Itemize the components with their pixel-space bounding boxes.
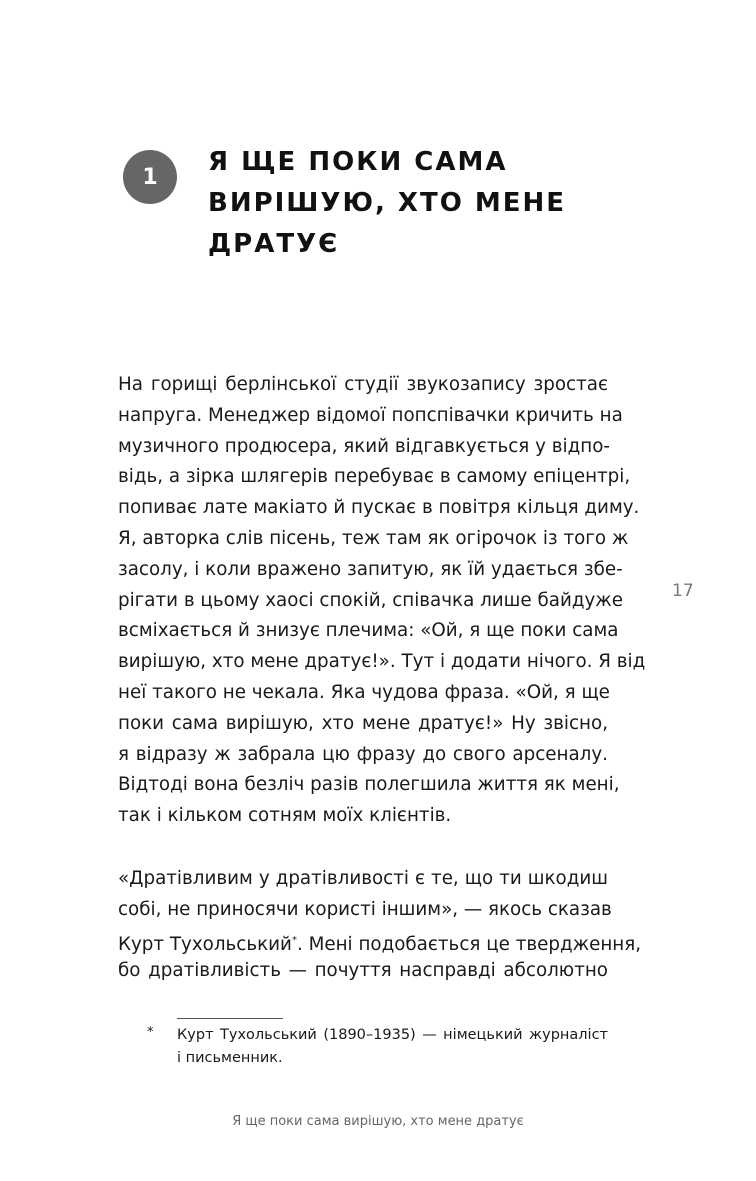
text-line: На горищі берлінської студії звукозапису зростає — [118, 374, 608, 395]
text-line: всміхається й знизує плечима: «Ой, я ще поки сама — [118, 620, 619, 642]
text-line: рігати в цьому хаосі спокій, співачка лише байдуже — [118, 589, 624, 611]
text-line: вирішую, хто мене дратує!». Тут і додати нічого. Я від — [118, 651, 646, 673]
running-footer: Я ще поки сама вирішую, хто мене дратує — [232, 1114, 524, 1129]
text-span: Курт Тухольський — [118, 933, 292, 955]
paragraph-1 — [118, 370, 646, 832]
paragraph-2 — [118, 864, 642, 987]
footnote-line: Курт Тухольський (1890–1935) — німецький журналіст — [177, 1027, 608, 1043]
page-number: 17 — [672, 581, 694, 601]
chapter-title-line: ДРАТУЄ — [208, 229, 340, 259]
chapter-title-line: Я ЩЕ ПОКИ САМА — [208, 147, 508, 177]
chapter-title-line: ВИРІШУЮ, ХТО МЕНЕ — [208, 188, 567, 218]
footnote-mark: * — [147, 1025, 154, 1040]
footnote — [177, 1024, 608, 1070]
text-line: собі, не приносячи користі іншим», — якось сказав — [118, 898, 612, 920]
text-line: неї такого не чекала. Яка чудова фраза. «Ой, я ще — [118, 681, 610, 703]
text-line: так і кільком сотням моїх клієнтів. — [118, 805, 452, 827]
footnote-divider — [177, 1018, 283, 1019]
text-line: поки сама вирішую, хто мене дратує!» Ну звісно, — [118, 712, 608, 734]
text-line: «Дратівливим у дратівливості є те, що ти шкодиш — [118, 868, 608, 889]
text-line: музичного продюсера, який відгавкується у відпо- — [118, 435, 610, 457]
text-line: відь, а зірка шлягерів перебуває в самому епіцентрі, — [118, 466, 631, 488]
footnote-reference[interactable]: * — [291, 934, 297, 946]
text-line: напруга. Менеджер відомої попспівачки кричить на — [118, 404, 623, 426]
chapter-title — [208, 142, 566, 265]
text-line: попиває лате макіато й пускає в повітря кільця диму. — [118, 497, 640, 519]
text-line: бо дратівливість — почуття насправді абсолютно — [118, 960, 608, 982]
text-line: Відтоді вона безліч разів полегшила життя як мені, — [118, 774, 620, 796]
text-line — [118, 926, 642, 957]
text-line: Я, авторка слів пісень, теж там як огірочок із того ж — [118, 527, 629, 549]
text-span: . Мені подобається це твердження, — [296, 933, 642, 955]
text-line: засолу, і коли вражено запитую, як їй удається збе- — [118, 558, 623, 580]
text-line: я відразу ж забрала цю фразу до свого арсеналу. — [118, 743, 608, 765]
chapter-number-badge: 1 — [123, 150, 177, 204]
footnote-line: і письменник. — [177, 1050, 283, 1066]
